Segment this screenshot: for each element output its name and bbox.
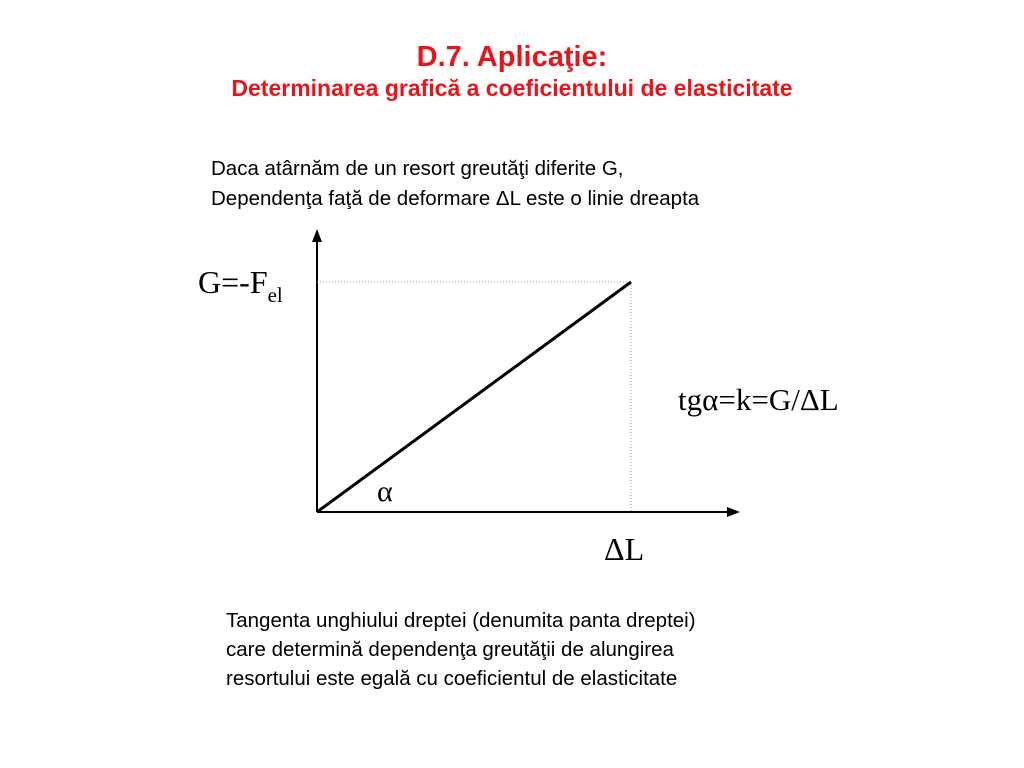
slope-formula: tgα=k=G/ΔL — [678, 382, 839, 417]
y-axis-arrow — [312, 229, 322, 242]
conclusion-line-1: Tangenta unghiului dreptei (denumita panta dreptei) — [226, 609, 696, 632]
y-axis-label-subscript: el — [267, 283, 283, 307]
intro-line-1: Daca atârnăm de un resort greutăţi diferite G, — [211, 157, 624, 180]
slide-title: D.7. Aplicaţie: — [416, 41, 608, 73]
conclusion-line-3: resortului este egală cu coeficientul de elasticitate — [226, 667, 678, 690]
conclusion-line-2: care determină dependenţa greutăţii de alungirea — [226, 638, 674, 661]
intro-line-2: Dependenţa faţă de deformare ΔL este o linie dreapta — [211, 187, 700, 210]
x-axis-arrow — [727, 507, 740, 517]
slide-subtitle: Determinarea grafică a coeficientului de elasticitate — [231, 75, 793, 101]
x-axis-label: ΔL — [604, 531, 645, 567]
proportionality-line — [317, 282, 631, 512]
angle-label: α — [377, 475, 393, 508]
conclusion-text — [226, 606, 696, 693]
y-axis-label: $G=-F_{el}$ — [198, 264, 283, 307]
